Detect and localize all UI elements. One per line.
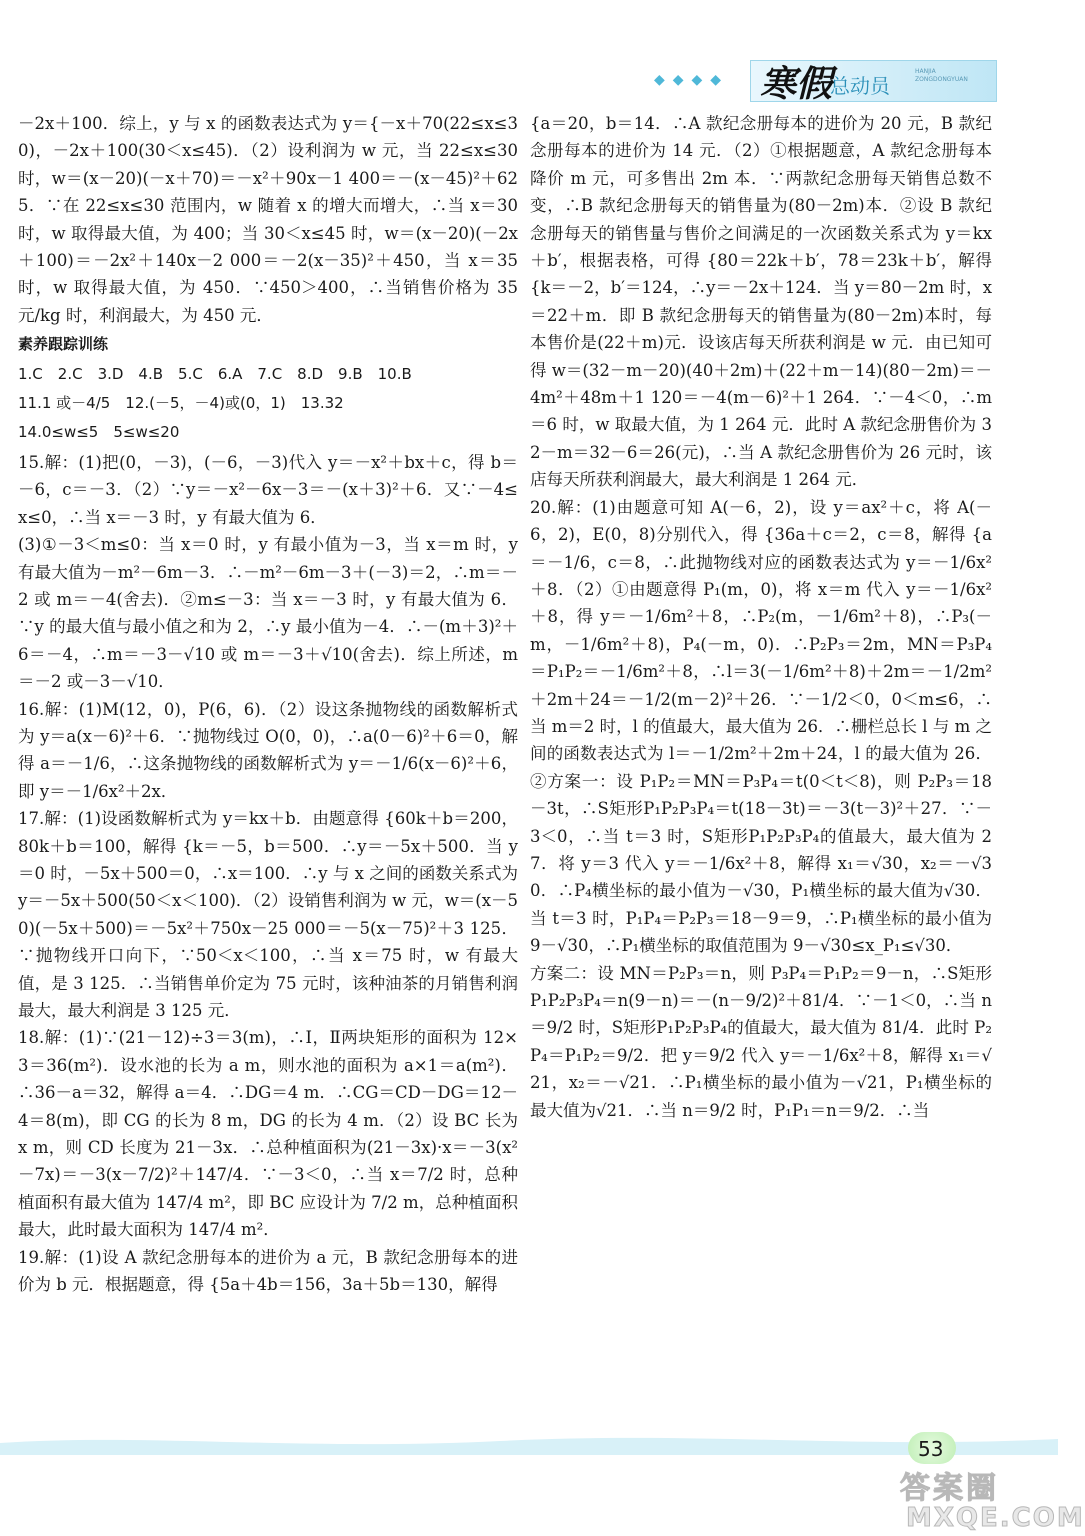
solution-continued: －2x＋100．综上，y 与 x 的函数表达式为 y＝{－x＋70(22≤x≤30)，－2x＋100(30＜x≤45)．（2）设利润为 w 元，当 22≤x≤30 时，w＝(x－20)(－x＋70)＝－x²＋90x－1 400＝－(x－45)²＋625．∵在 22≤x≤30 范围内，w 随着 x 的增大而增大，∴当 x＝30 时，w 取得最大值，为 400；当 30＜x≤45 时，w＝(x－20)(－2x＋100)＝－2x²＋140x－2 000＝－2(x－35)²＋450，当 x＝35 时，w 取得最大值，为 450．∵450＞400，∴当销售价格为 35 元/kg 时，利润最大，为 450 元． [18, 114, 524, 325]
answer-line: 11.1 或－4/5 12.(－5，－4)或(0，1) 13.32 [18, 394, 344, 413]
brand-name: 总动员 [830, 74, 890, 98]
answer-line: 14.0≤w≤5 5≤w≤20 [18, 423, 180, 442]
problem-20-plan-two: 方案二：设 MN＝P₂P₃＝n，则 P₃P₄＝P₁P₂＝9－n，∴S矩形P₁P₂P₃P₄＝n(9－n)＝－(n－9/2)²＋81/4．∵－1＜0，∴当 n＝9/2 时，S矩形P₁P₂P₃P₄的值最大，最大值为 81/4．此时 P₂P₄＝P₁P₂＝9/2．把 y＝9/2 代入 y＝－1/6x²＋8，解得 x₁＝√21，x₂＝－√21．∴P₁横坐标的最小值为－√21，P₁横坐标的最大值为√21．∴当 n＝9/2 时，P₁P₁＝n＝9/2．∴当 [530, 963, 992, 1120]
watermark-logo: 答案圈 [900, 1471, 999, 1506]
problem-15-part1: 15.解：(1)把(0，－3)，(－6，－3)代入 y＝－x²＋bx＋c，得 b＝－6，c＝－3．（2）∵y＝－x²－6x－3＝－(x＋3)²＋6．又∵－4≤x≤0，∴当 x＝－3 时，y 有最大值为 6． [18, 452, 518, 527]
page-header [640, 50, 1010, 112]
brand-pinyin: HANJIA ZONGDONGYUAN [915, 68, 968, 83]
answer-line: 1.C 2.C 3.D 4.B 5.C 6.A 7.C 8.D 9.B 10.B [18, 364, 412, 383]
left-column [18, 110, 524, 1298]
problem-20: 20.解：(1)由题意可知 A(－6，2)，设 y＝ax²＋c，将 A(－6，2)，E(0，8)分别代入，得 {36a＋c＝2，c＝8，解得 {a＝－1/6，c＝8，∴此抛物线对应的函数表达式为 y＝－1/6x²＋8．（2）①由题意得 P₁(m，0)，将 x＝m 代入 y＝－1/6x²＋8，得 y＝－1/6m²＋8，∴P₂(m，－1/6m²＋8)，∴P₃(－m，－1/6m²＋8)，P₄(－m，0)．∴P₂P₃＝2m，MN＝P₃P₄＝P₁P₂＝－1/6m²＋8，∴l＝3(－1/6m²＋8)＋2m＝－1/2m²＋2m＋24＝－1/2(m－2)²＋26．∵－1/2＜0，0＜m≤6，∴当 m＝2 时，l 的值最大，最大值为 26．∴栅栏总长 l 与 m 之间的函数表达式为 l＝－1/2m²＋2m＋24，l 的最大值为 26．②方案一：设 P₁P₂＝MN＝P₃P₄＝t(0＜t＜8)，则 P₂P₃＝18－3t，∴S矩形P₁P₂P₃P₄＝t(18－3t)＝－3(t－3)²＋27．∵－3＜0，∴当 t＝3 时，S矩形P₁P₂P₃P₄的值最大，最大值为 27．将 y＝3 代入 y＝－1/6x²＋8，解得 x₁＝√30，x₂＝－√30．∴P₄横坐标的最小值为－√30，P₁横坐标的最大值为√30．当 t＝3 时，P₁P₄＝P₂P₃＝18－9＝9，∴P₁横坐标的最小值为 9－√30，∴P₁横坐标的取值范围为 9－√30≤x_P₁≤√30． [530, 497, 998, 956]
right-column [530, 110, 998, 1124]
problem-19-start: 19.解：(1)设 A 款纪念册每本的进价为 a 元，B 款纪念册每本的进价为 b 元．根据题意，得 {5a＋4b＝156，3a＋5b＝130，解得 [18, 1247, 518, 1295]
problem-16: 16.解：(1)M(12，0)，P(6，6)．（2）设这条抛物线的函数解析式为 y＝a(x－6)²＋6．∵抛物线过 O(0，0)，∴a(0－6)²＋6＝0，解得 a＝－1/6，∴这条抛物线的函数解析式为 y＝－1/6(x－6)²＋6，即 y＝－1/6x²＋2x． [18, 699, 518, 801]
section-title: 素养跟踪训练 [18, 335, 109, 354]
problem-18: 18.解：(1)∵(21－12)÷3＝3(m)，∴Ⅰ，Ⅱ两块矩形的面积为 12×3＝36(m²)．设水池的长为 a m，则水池的面积为 a×1＝a(m²)．∴36－a＝32，解得 a＝4．∴DG＝4 m．∴CG＝CD－DG＝12－4＝8(m)，即 CG 的长为 8 m，DG 的长为 4 m．（2）设 BC 长为 x m，则 CD 长度为 21－3x．∴总种植面积为(21－3x)·x＝－3(x²－7x)＝－3(x－7/2)²＋147/4．∵－3＜0，∴当 x＝7/2 时，总种植面积有最大值为 147/4 m²，即 BC 应设计为 7/2 m，总种植面积最大，此时最大面积为 147/4 m²． [18, 1028, 524, 1240]
brand-logo-script: 寒假 [760, 63, 833, 105]
problem-19-continued: {a＝20，b＝14．∴A 款纪念册每本的进价为 20 元，B 款纪念册每本的进价为 14 元．（2）①根据题意，A 款纪念册每本降价 m 元，可多售出 2m 本．∵两款纪念册每天销售总数不变，∴B 款纪念册每天的销售量为(80－2m)本．②设 B 款纪念册每天的销售量与售价之间满足的一次函数关系式为 y＝kx＋b′，根据表格，可得 {80＝22k＋b′，78＝23k＋b′，解得 {k＝－2，b′＝124，∴y＝－2x＋124．当 y＝80－2m 时，x＝22＋m．即 B 款纪念册每天的销售量为(80－2m)本时，每本售价是(22＋m)元．设该店每天所获利润是 w 元．由已知可得 w＝(32－m－20)(40＋2m)＋(22＋m－14)(80－2m)＝－4m²＋48m＋1 120＝－4(m－6)²＋1 264．∵－4＜0，∴m＝6 时，w 取最大值，为 1 264 元．此时 A 款纪念册售价为 32－m＝32－6＝26(元)，∴当 A 款纪念册售价为 26 元时，该店每天所获利润最大，最大利润是 1 264 元． [530, 114, 998, 490]
problem-17: 17.解：(1)设函数解析式为 y＝kx＋b．由题意得 {60k＋b＝200，80k＋b＝100，解得 {k＝－5，b＝500．∴y＝－5x＋500．当 y＝0 时，－5x＋500＝0，∴x＝100．∴y 与 x 之间的函数关系式为 y＝－5x＋500(50＜x＜100)．（2）设销售利润为 w 元，w＝(x－50)(－5x＋500)＝－5x²＋750x－25 000＝－5(x－75)²＋3 125．∵抛物线开口向下，∵50＜x＜100，∴当 x＝75 时，w 有最大值，是 3 125．∴当销售单价定为 75 元时，该种油茶的月销售利润最大，最大利润是 3 125 元． [18, 809, 524, 1020]
page-number: 53 [918, 1437, 944, 1461]
footer-wave-decoration [0, 1425, 1058, 1455]
problem-15-part2: (3)①－3＜m≤0：当 x＝0 时，y 有最小值为－3，当 x＝m 时，y 有最大值为－m²－6m－3．∴－m²－6m－3＋(－3)＝2，∴m＝－2 或 m＝－4(舍去)．②m≤－3：当 x＝－3 时，y 有最大值为 6．∵y 的最大值与最小值之和为 2，∴y 最小值为－4．∴－(m＋3)²＋6＝－4，∴m＝－3－√10 或 m＝－3＋√10(舍去)．综上所述，m＝－2 或－3－√10． [18, 535, 524, 692]
decorative-dots: ◆◆◆◆ [654, 72, 730, 88]
watermark-url: MXQE.COM [906, 1503, 1085, 1533]
